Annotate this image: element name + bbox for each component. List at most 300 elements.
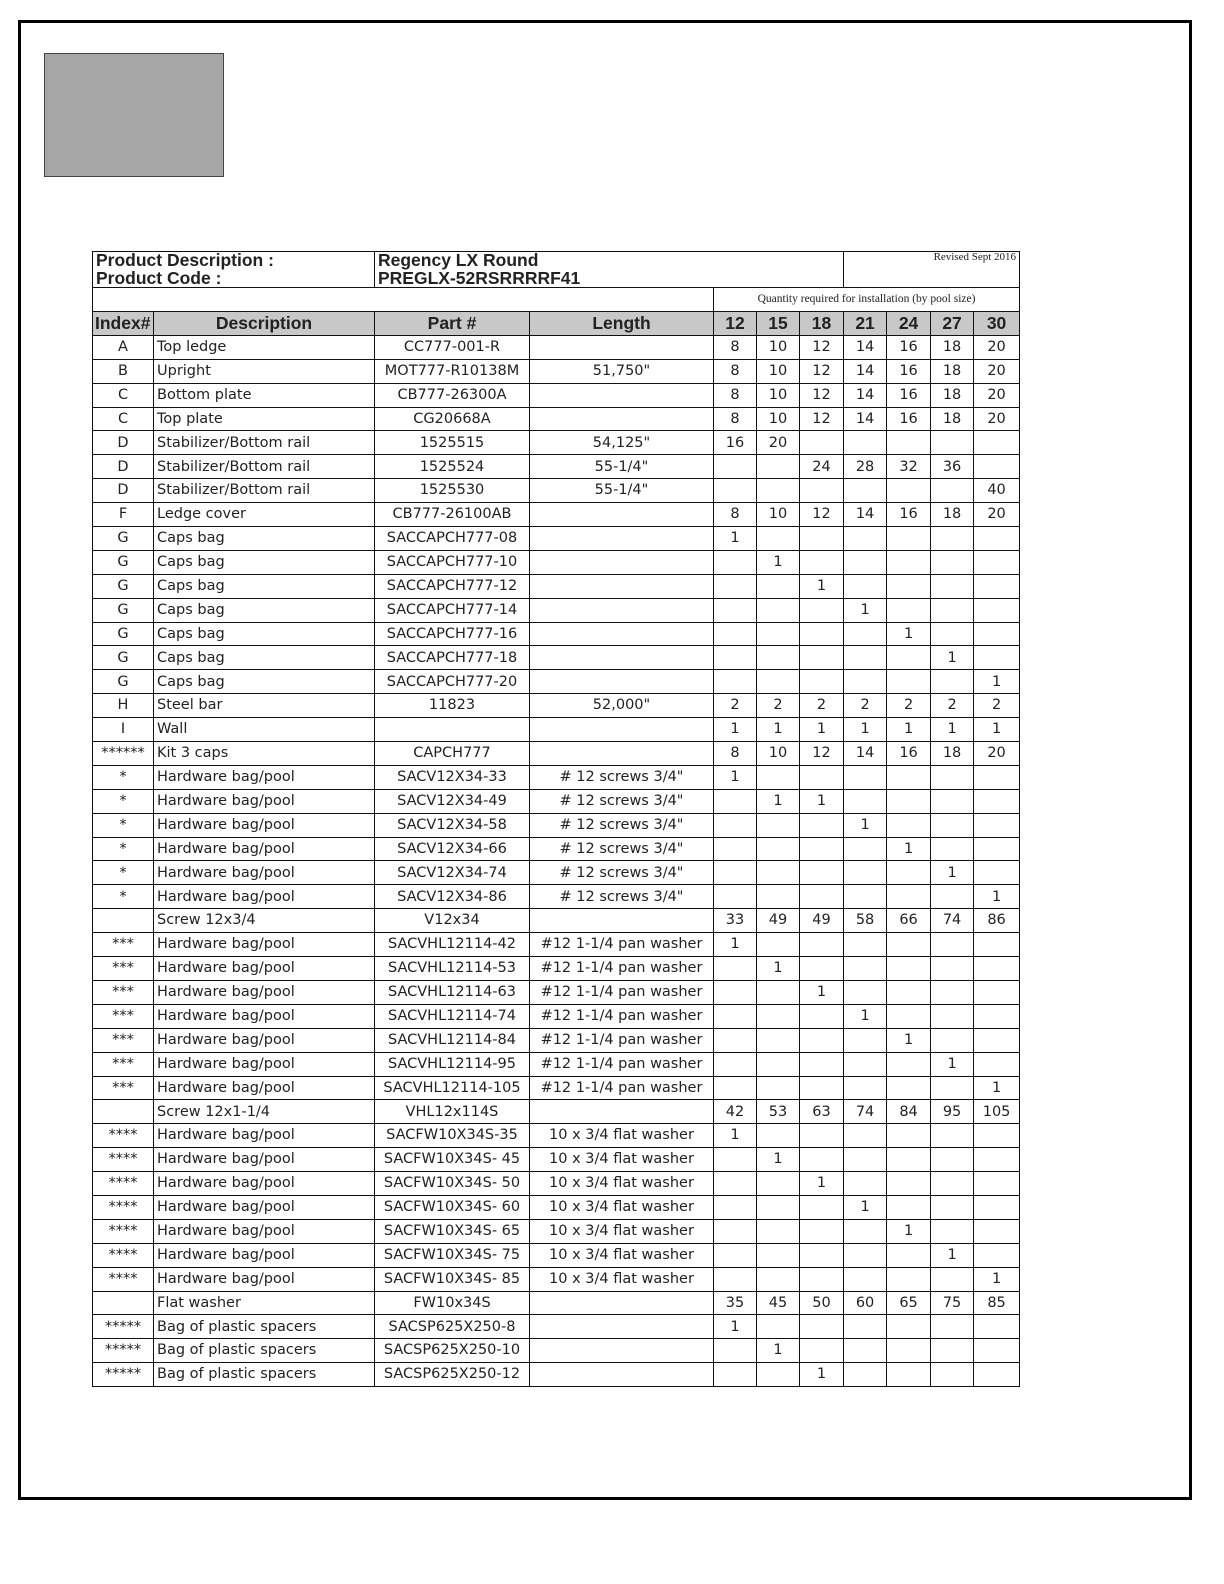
row-qty-size-27 [931,933,974,957]
row-description: Caps bag [154,622,375,646]
table-row [93,1315,1020,1339]
row-qty-size-15: 1 [757,789,800,813]
row-index: * [93,765,154,789]
row-index: * [93,813,154,837]
row-qty-size-30 [974,837,1020,861]
row-qty-size-30 [974,861,1020,885]
row-qty-size-27 [931,789,974,813]
row-description: Hardware bag/pool [154,1148,375,1172]
row-qty-size-24 [887,789,931,813]
row-qty-size-12 [714,1028,757,1052]
row-index: D [93,479,154,503]
row-qty-size-21 [844,885,887,909]
table-row [93,622,1020,646]
row-qty-size-15 [757,1243,800,1267]
row-index: **** [93,1172,154,1196]
row-qty-size-24 [887,885,931,909]
row-qty-size-27 [931,1315,974,1339]
row-qty-size-21 [844,1028,887,1052]
product-labels [93,252,375,288]
row-length: 54,125" [530,431,714,455]
row-qty-size-27 [931,765,974,789]
row-index: G [93,527,154,551]
quantity-caption-row [93,288,1020,312]
row-description: Hardware bag/pool [154,1124,375,1148]
row-part-number: SACFW10X34S- 85 [375,1267,530,1291]
row-qty-size-30: 1 [974,718,1020,742]
row-qty-size-21 [844,765,887,789]
row-index: *** [93,1076,154,1100]
row-part-number: SACSP625X250-8 [375,1315,530,1339]
row-description: Hardware bag/pool [154,765,375,789]
row-qty-size-27 [931,957,974,981]
table-row [93,813,1020,837]
row-index: F [93,503,154,527]
row-description: Caps bag [154,550,375,574]
row-qty-size-12 [714,813,757,837]
row-length: 51,750" [530,359,714,383]
row-qty-size-18: 12 [800,503,844,527]
table-row [93,1291,1020,1315]
quantity-caption: Quantity required for installation (by pool size) [714,288,1020,312]
row-index: *** [93,1052,154,1076]
row-qty-size-21 [844,1172,887,1196]
row-qty-size-12: 42 [714,1100,757,1124]
row-qty-size-24 [887,574,931,598]
row-part-number: SACFW10X34S-35 [375,1124,530,1148]
row-qty-size-24: 32 [887,455,931,479]
row-qty-size-27 [931,1124,974,1148]
row-qty-size-18 [800,1315,844,1339]
row-qty-size-27: 18 [931,359,974,383]
row-qty-size-21: 1 [844,813,887,837]
row-qty-size-18 [800,1219,844,1243]
row-length: 10 x 3/4 flat washer [530,1172,714,1196]
row-qty-size-12: 2 [714,694,757,718]
row-qty-size-24: 1 [887,718,931,742]
row-qty-size-18 [800,861,844,885]
row-qty-size-15 [757,1124,800,1148]
row-qty-size-27: 75 [931,1291,974,1315]
row-qty-size-15 [757,1028,800,1052]
row-description: Hardware bag/pool [154,813,375,837]
row-qty-size-21 [844,861,887,885]
row-qty-size-15: 10 [757,742,800,766]
row-qty-size-21 [844,1363,887,1387]
table-row [93,1339,1020,1363]
row-qty-size-24: 1 [887,622,931,646]
row-length: 10 x 3/4 flat washer [530,1195,714,1219]
row-index: D [93,431,154,455]
row-qty-size-21 [844,574,887,598]
table-row [93,407,1020,431]
row-qty-size-21 [844,1219,887,1243]
row-qty-size-15 [757,813,800,837]
row-qty-size-18 [800,933,844,957]
row-qty-size-30 [974,813,1020,837]
row-description: Bag of plastic spacers [154,1315,375,1339]
table-row [93,527,1020,551]
col-header-size-24: 24 [887,311,931,335]
row-index: ***** [93,1339,154,1363]
row-qty-size-15 [757,670,800,694]
row-qty-size-12 [714,1363,757,1387]
row-qty-size-15 [757,980,800,1004]
row-length [530,407,714,431]
row-qty-size-24 [887,550,931,574]
row-index: G [93,598,154,622]
table-row [93,933,1020,957]
row-description: Hardware bag/pool [154,1195,375,1219]
row-qty-size-30: 2 [974,694,1020,718]
row-qty-size-27: 36 [931,455,974,479]
row-length: #12 1-1/4 pan washer [530,933,714,957]
row-qty-size-30: 40 [974,479,1020,503]
col-header-size-30: 30 [974,311,1020,335]
row-qty-size-24 [887,431,931,455]
row-qty-size-24 [887,479,931,503]
row-index: **** [93,1243,154,1267]
row-qty-size-27: 1 [931,1052,974,1076]
row-qty-size-18: 50 [800,1291,844,1315]
row-qty-size-18: 1 [800,1172,844,1196]
row-length: #12 1-1/4 pan washer [530,1028,714,1052]
row-length [530,1291,714,1315]
row-qty-size-24 [887,1148,931,1172]
row-qty-size-30 [974,455,1020,479]
row-qty-size-21: 28 [844,455,887,479]
table-row [93,598,1020,622]
row-length: 55-1/4" [530,455,714,479]
row-qty-size-15 [757,574,800,598]
row-index: A [93,335,154,359]
row-part-number: SACFW10X34S- 50 [375,1172,530,1196]
row-qty-size-27: 18 [931,742,974,766]
row-qty-size-30 [974,1195,1020,1219]
row-qty-size-21 [844,670,887,694]
row-qty-size-30 [974,1052,1020,1076]
row-qty-size-21 [844,1052,887,1076]
table-row [93,359,1020,383]
row-qty-size-21 [844,980,887,1004]
row-description: Stabilizer/Bottom rail [154,455,375,479]
row-qty-size-24 [887,1004,931,1028]
table-row [93,1028,1020,1052]
row-qty-size-12: 1 [714,1315,757,1339]
row-qty-size-21: 14 [844,383,887,407]
row-qty-size-15 [757,1315,800,1339]
row-qty-size-30: 86 [974,909,1020,933]
row-description: Hardware bag/pool [154,789,375,813]
row-description: Caps bag [154,670,375,694]
table-row [93,885,1020,909]
row-description: Kit 3 caps [154,742,375,766]
row-index: ****** [93,742,154,766]
row-qty-size-18: 12 [800,335,844,359]
row-qty-size-18 [800,837,844,861]
row-qty-size-24: 84 [887,1100,931,1124]
row-index: * [93,885,154,909]
row-qty-size-18: 12 [800,742,844,766]
row-description: Upright [154,359,375,383]
row-qty-size-21 [844,1243,887,1267]
row-qty-size-27 [931,527,974,551]
row-qty-size-15 [757,1052,800,1076]
row-part-number: SACVHL12114-105 [375,1076,530,1100]
row-index: G [93,550,154,574]
col-header-size-18: 18 [800,311,844,335]
product-values [375,252,844,288]
row-qty-size-27 [931,598,974,622]
row-qty-size-24 [887,670,931,694]
table-row [93,455,1020,479]
row-part-number: VHL12x114S [375,1100,530,1124]
row-part-number: SACFW10X34S- 75 [375,1243,530,1267]
row-qty-size-15 [757,1195,800,1219]
row-qty-size-30: 1 [974,885,1020,909]
row-qty-size-12: 8 [714,742,757,766]
row-index: **** [93,1219,154,1243]
row-part-number: SACV12X34-66 [375,837,530,861]
row-description: Hardware bag/pool [154,980,375,1004]
row-qty-size-12: 1 [714,765,757,789]
col-header-size-21: 21 [844,311,887,335]
row-qty-size-12: 1 [714,933,757,957]
row-qty-size-18 [800,1148,844,1172]
row-part-number: SACVHL12114-53 [375,957,530,981]
row-qty-size-30 [974,598,1020,622]
row-description: Steel bar [154,694,375,718]
row-length: #12 1-1/4 pan washer [530,1004,714,1028]
row-description: Caps bag [154,527,375,551]
row-qty-size-18 [800,431,844,455]
row-length: 10 x 3/4 flat washer [530,1267,714,1291]
row-qty-size-12 [714,455,757,479]
table-row [93,1148,1020,1172]
row-qty-size-15: 10 [757,503,800,527]
row-qty-size-24 [887,1076,931,1100]
table-row [93,909,1020,933]
row-index [93,1291,154,1315]
row-qty-size-27 [931,813,974,837]
row-qty-size-18 [800,1339,844,1363]
row-qty-size-18 [800,957,844,981]
row-length: # 12 screws 3/4" [530,861,714,885]
col-header-part: Part # [375,311,530,335]
row-qty-size-30 [974,1172,1020,1196]
row-qty-size-30 [974,933,1020,957]
row-qty-size-18: 12 [800,407,844,431]
row-qty-size-27: 2 [931,694,974,718]
row-length [530,909,714,933]
row-part-number: CB777-26100AB [375,503,530,527]
row-description: Ledge cover [154,503,375,527]
row-qty-size-24 [887,1195,931,1219]
row-qty-size-18 [800,765,844,789]
row-qty-size-15 [757,1267,800,1291]
row-qty-size-30: 20 [974,407,1020,431]
table-row [93,646,1020,670]
row-part-number: SACV12X34-74 [375,861,530,885]
row-qty-size-27 [931,1028,974,1052]
row-qty-size-24 [887,598,931,622]
row-qty-size-24 [887,1124,931,1148]
col-header-size-12: 12 [714,311,757,335]
row-qty-size-27 [931,1195,974,1219]
row-qty-size-12: 8 [714,383,757,407]
row-index: H [93,694,154,718]
row-qty-size-12: 1 [714,1124,757,1148]
row-qty-size-15 [757,479,800,503]
row-qty-size-12 [714,1076,757,1100]
table-row [93,1052,1020,1076]
row-description: Hardware bag/pool [154,1219,375,1243]
row-qty-size-27 [931,574,974,598]
row-length [530,646,714,670]
row-qty-size-21: 1 [844,1004,887,1028]
row-description: Bag of plastic spacers [154,1339,375,1363]
row-qty-size-30 [974,646,1020,670]
row-qty-size-24 [887,813,931,837]
row-index: G [93,646,154,670]
row-qty-size-15 [757,1004,800,1028]
row-qty-size-12 [714,670,757,694]
row-length: #12 1-1/4 pan washer [530,957,714,981]
row-qty-size-27: 18 [931,503,974,527]
table-row [93,789,1020,813]
row-part-number: CC777-001-R [375,335,530,359]
row-qty-size-24 [887,1052,931,1076]
table-row [93,1195,1020,1219]
row-qty-size-15: 20 [757,431,800,455]
row-qty-size-12 [714,479,757,503]
row-qty-size-24 [887,933,931,957]
row-qty-size-27: 1 [931,718,974,742]
row-index: **** [93,1195,154,1219]
row-qty-size-24 [887,646,931,670]
row-description: Stabilizer/Bottom rail [154,431,375,455]
row-part-number: SACV12X34-58 [375,813,530,837]
row-qty-size-15 [757,1363,800,1387]
col-header-size-27: 27 [931,311,974,335]
row-part-number: SACVHL12114-63 [375,980,530,1004]
row-description: Hardware bag/pool [154,1004,375,1028]
row-qty-size-18 [800,1004,844,1028]
table-row [93,1363,1020,1387]
row-length: # 12 screws 3/4" [530,813,714,837]
row-part-number: SACVHL12114-42 [375,933,530,957]
row-qty-size-21 [844,622,887,646]
row-qty-size-27 [931,431,974,455]
row-qty-size-15 [757,455,800,479]
row-qty-size-18 [800,479,844,503]
row-part-number: 1525515 [375,431,530,455]
row-qty-size-21: 14 [844,335,887,359]
row-qty-size-27: 1 [931,1243,974,1267]
col-header-size-15: 15 [757,311,800,335]
row-qty-size-12 [714,885,757,909]
row-qty-size-12 [714,1267,757,1291]
row-qty-size-18: 1 [800,980,844,1004]
row-qty-size-30 [974,550,1020,574]
row-qty-size-12 [714,550,757,574]
row-description: Hardware bag/pool [154,837,375,861]
row-qty-size-12: 8 [714,335,757,359]
row-qty-size-18: 1 [800,1363,844,1387]
row-qty-size-18 [800,598,844,622]
row-qty-size-24: 1 [887,1028,931,1052]
table-row [93,479,1020,503]
row-qty-size-24: 16 [887,383,931,407]
row-length [530,1363,714,1387]
row-qty-size-15: 1 [757,957,800,981]
row-part-number: SACV12X34-49 [375,789,530,813]
row-qty-size-24: 16 [887,742,931,766]
row-qty-size-12: 16 [714,431,757,455]
row-qty-size-27: 18 [931,335,974,359]
row-qty-size-15: 1 [757,550,800,574]
row-qty-size-18: 1 [800,574,844,598]
row-length [530,622,714,646]
row-qty-size-24: 16 [887,503,931,527]
row-qty-size-15: 45 [757,1291,800,1315]
row-qty-size-27 [931,670,974,694]
row-qty-size-15 [757,861,800,885]
row-qty-size-18 [800,527,844,551]
row-part-number: SACCAPCH777-18 [375,646,530,670]
row-qty-size-12 [714,1148,757,1172]
row-qty-size-30: 20 [974,335,1020,359]
row-qty-size-18: 2 [800,694,844,718]
row-qty-size-12: 8 [714,407,757,431]
row-length: #12 1-1/4 pan washer [530,1076,714,1100]
row-index: C [93,383,154,407]
row-qty-size-27 [931,1219,974,1243]
row-qty-size-30: 105 [974,1100,1020,1124]
row-description: Top ledge [154,335,375,359]
row-qty-size-24: 1 [887,837,931,861]
row-qty-size-21 [844,1267,887,1291]
row-qty-size-21: 58 [844,909,887,933]
row-description: Hardware bag/pool [154,1052,375,1076]
row-description: Hardware bag/pool [154,1267,375,1291]
row-length [530,335,714,359]
row-length: # 12 screws 3/4" [530,837,714,861]
row-index: * [93,789,154,813]
row-qty-size-15: 1 [757,1339,800,1363]
row-qty-size-18 [800,885,844,909]
row-qty-size-12 [714,1004,757,1028]
row-length: 55-1/4" [530,479,714,503]
row-length [530,1315,714,1339]
row-qty-size-30: 20 [974,383,1020,407]
row-qty-size-30 [974,1219,1020,1243]
row-qty-size-30 [974,1243,1020,1267]
row-qty-size-21 [844,957,887,981]
row-index: G [93,670,154,694]
column-header-row [93,311,1020,335]
table-row [93,980,1020,1004]
row-qty-size-12: 1 [714,527,757,551]
row-index: C [93,407,154,431]
row-description: Hardware bag/pool [154,933,375,957]
row-description: Caps bag [154,598,375,622]
row-qty-size-27 [931,1267,974,1291]
row-qty-size-30 [974,1124,1020,1148]
row-qty-size-12: 1 [714,718,757,742]
row-qty-size-15 [757,933,800,957]
row-index: I [93,718,154,742]
